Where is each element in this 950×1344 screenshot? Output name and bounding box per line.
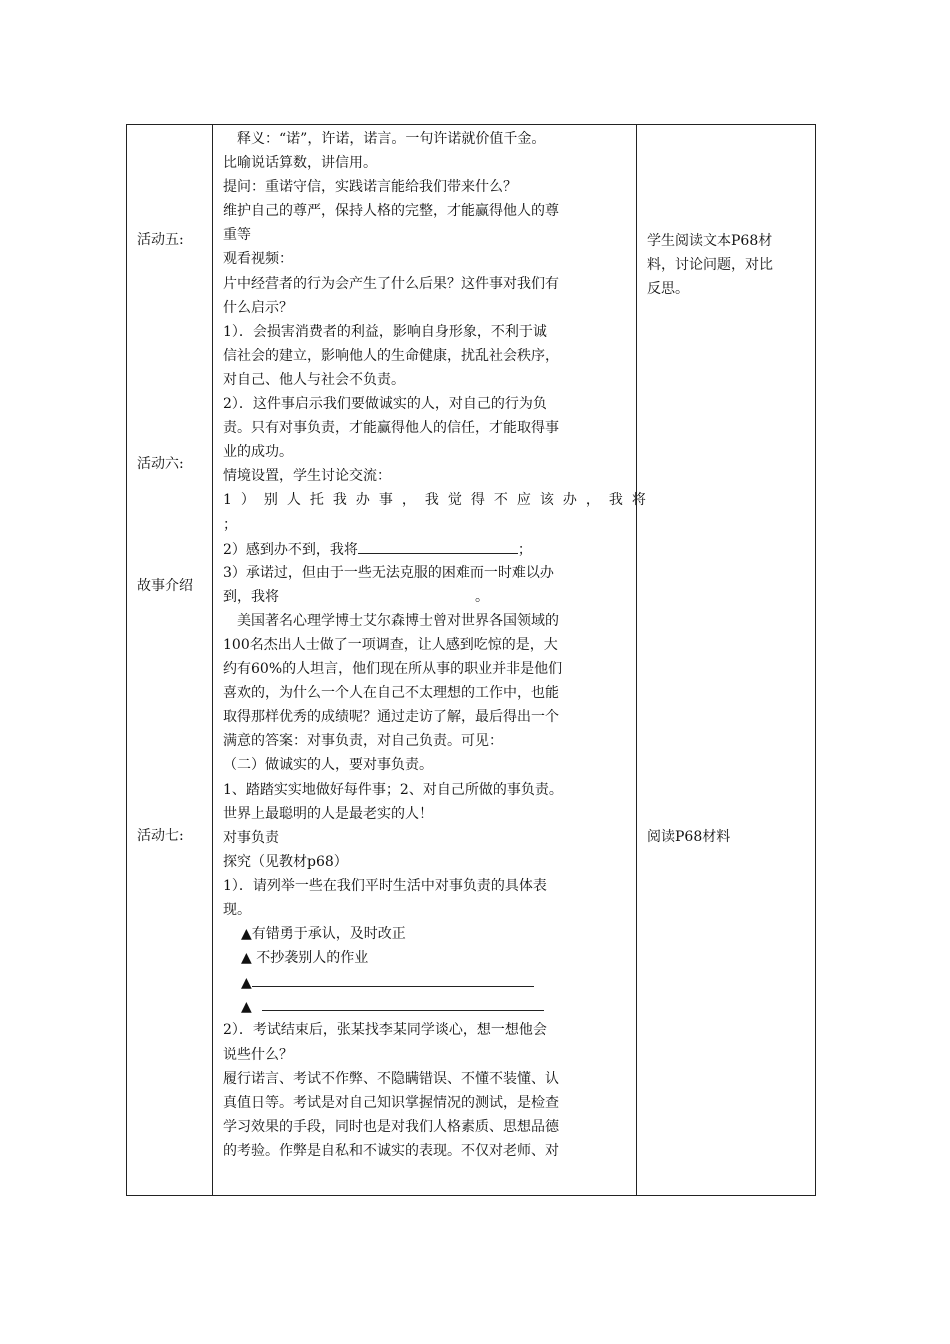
column-divider-right (636, 125, 637, 1195)
text-line: 3）承诺过，但由于一些无法克服的困难而一时难以办 (223, 564, 554, 581)
text-line: 说些什么？ (223, 1046, 293, 1063)
text-line: 履行诺言、考试不作弊、不隐瞒错误、不懂不装懂、认 (223, 1070, 559, 1087)
reading-note: 阅读P68材料 (647, 829, 731, 845)
text-line: 对自己、他人与社会不负责。 (223, 371, 405, 388)
text-line: 重等 (223, 227, 251, 244)
lesson-plan-table (126, 124, 816, 1196)
text-line: 2）．考试结束后，张某找李某同学谈心，想一想他会 (223, 1022, 547, 1039)
text-line: 维护自己的尊严，保持人格的完整，才能赢得他人的尊 (223, 203, 559, 220)
fill-in-line (223, 585, 631, 609)
text-line: 100名杰出人士做了一项调查，让人感到吃惊的是，大 (223, 636, 558, 653)
fill-in-suffix: 。 (475, 588, 489, 605)
text-line: 1）别人托我办事，我觉得不应该办，我将 (223, 492, 655, 509)
label-story-intro: 故事介绍 (137, 578, 193, 594)
text-line: 喜欢的，为什么一个人在自己不太理想的工作中，也能 (223, 685, 559, 702)
content-column (223, 127, 655, 1163)
student-activity-note (647, 229, 812, 301)
note-line: 学生阅读文本P68材 (647, 233, 773, 249)
text-line: 学习效果的手段，同时也是对我们人格素质、思想品德 (223, 1118, 559, 1135)
label-activity-six: 活动六: (137, 456, 184, 472)
text-line: 满意的答案：对事负责，对自己负责。可见： (223, 733, 503, 750)
text-line: 约有60%的人坦言，他们现在所从事的职业并非是他们 (223, 661, 563, 678)
text-line: ； (223, 516, 237, 533)
bullet-blank-item (223, 970, 631, 994)
text-line: 真值日等。考试是对自己知识掌握情况的测试，是检查 (223, 1094, 559, 1111)
text-line: 美国著名心理学博士艾尔森博士曾对世界各国领域的 (237, 612, 559, 629)
text-line: 释义：“诺”，许诺，诺言。一句许诺就价值千金。 (237, 131, 546, 147)
triangle-bullet-icon: ▲ (241, 999, 252, 1016)
fill-in-suffix: ； (517, 541, 532, 558)
answer-blank (262, 994, 544, 1011)
text-line: 责。只有对事负责，才能赢得他人的信任，才能取得事 (223, 420, 559, 437)
text-line: 业的成功。 (223, 444, 293, 461)
section-heading: （二）做诚实的人，要对事负责。 (223, 757, 433, 774)
text-line: 什么启示？ (223, 299, 293, 316)
triangle-bullet-icon: ▲ (241, 975, 252, 992)
text-line: 情境设置，学生讨论交流： (223, 468, 391, 485)
text-line: 取得那样优秀的成绩呢？通过走访了解，最后得出一个 (223, 709, 559, 726)
text-line: 1）．会损害消费者的利益，影响自身形象，不利于诚 (223, 323, 547, 340)
note-line: 料，讨论问题，对比 (647, 257, 773, 273)
text-line: 世界上最聪明的人是最老实的人！ (223, 805, 433, 822)
text-line: 提问：重诺守信，实践诺言能给我们带来什么？ (223, 179, 517, 196)
text-line: 2）．这件事启示我们要做诚实的人，对自己的行为负 (223, 396, 547, 413)
answer-blank (252, 970, 534, 987)
bullet-item: ▲ 不抄袭别人的作业 (241, 950, 369, 967)
text-line: 片中经营者的行为会产生了什么后果？这件事对我们有 (223, 275, 559, 292)
label-activity-five: 活动五: (137, 232, 184, 248)
text-line: 观看视频： (223, 251, 293, 268)
fill-in-prefix: 2）感到办不到，我将 (223, 541, 358, 558)
note-line: 反思。 (647, 281, 689, 297)
text-line: 现。 (223, 902, 251, 918)
bullet-blank-item (223, 994, 631, 1018)
text-line: 比喻说话算数，讲信用。 (223, 155, 377, 172)
answer-blank (358, 537, 518, 554)
text-line: 对事负责 (223, 829, 279, 846)
label-activity-seven: 活动七: (137, 828, 184, 844)
text-line: 信社会的建立，影响他人的生命健康，扰乱社会秩序， (223, 347, 559, 364)
text-line: 1、踏踏实实地做好每件事；2、对自己所做的事负责。 (223, 781, 563, 798)
text-line: 1）．请列举一些在我们平时生活中对事负责的具体表 (223, 877, 547, 894)
text-line: 探究（见教材p68） (223, 853, 348, 870)
fill-in-line (223, 537, 631, 561)
column-divider-left (212, 125, 213, 1195)
fill-in-prefix: 到，我将 (223, 588, 279, 605)
text-line: 的考验。作弊是自私和不诚实的表现。不仅对老师、对 (223, 1142, 559, 1159)
bullet-item: ▲有错勇于承认，及时改正 (241, 926, 406, 943)
